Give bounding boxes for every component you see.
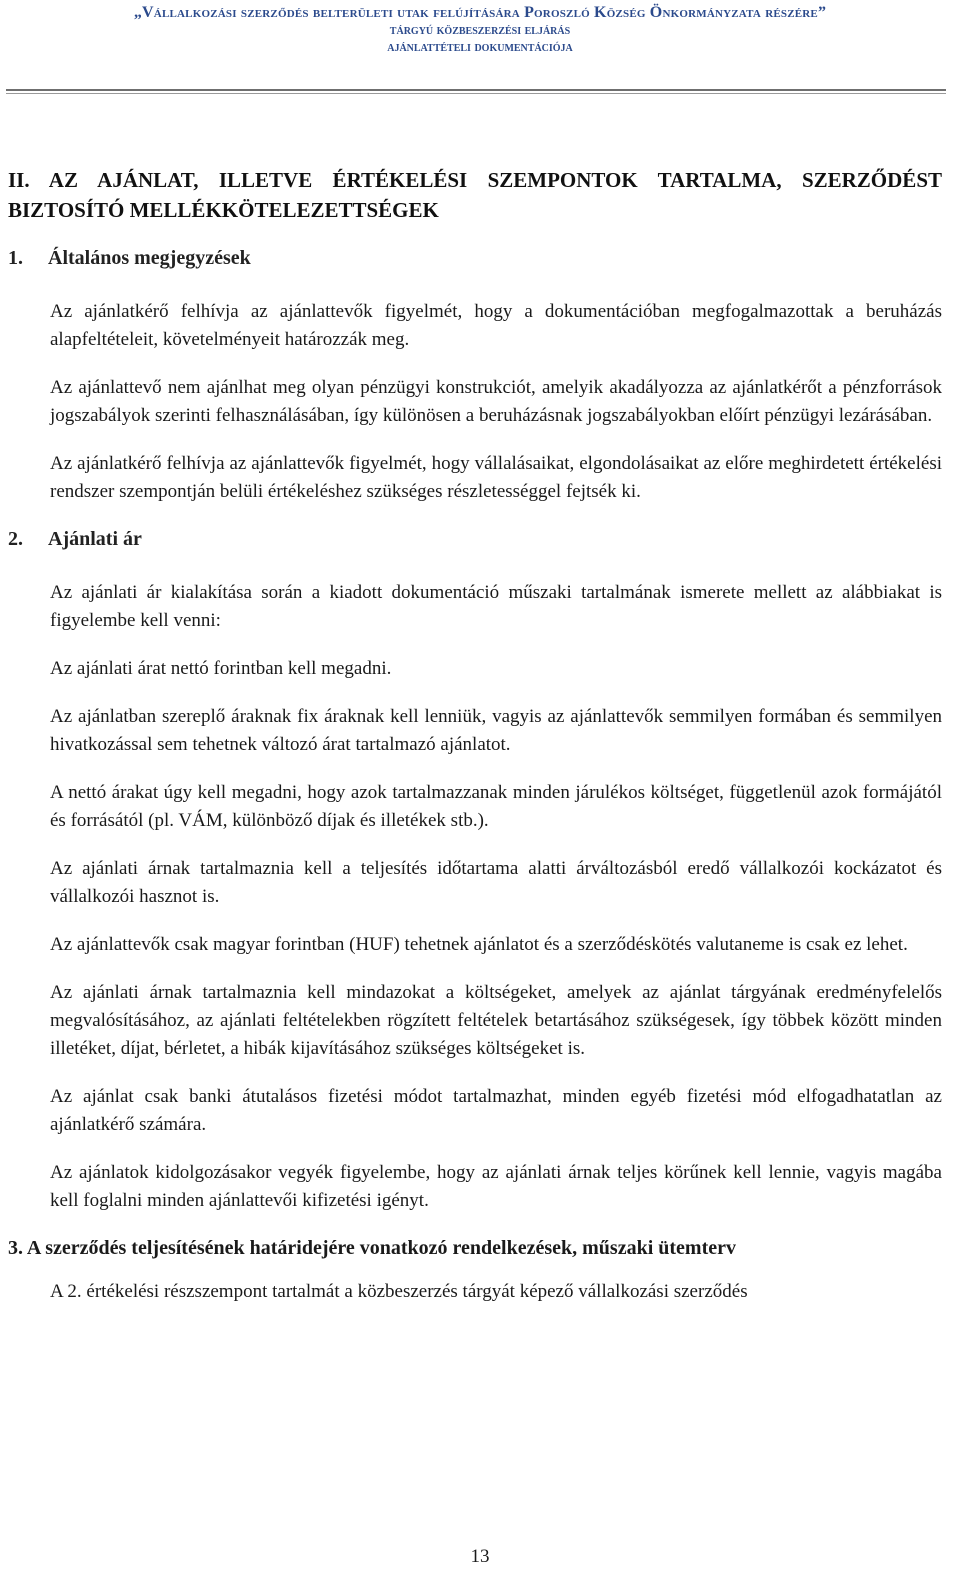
price-paragraph: Az ajánlati ár kialakítása során a kiadott dokumentáció műszaki tartalmának ismerete mellett az alábbiakat is figyelembe kell venni: xyxy=(50,582,942,631)
subsection-label: Általános megjegyzések xyxy=(48,247,251,269)
paragraph-text: Az ajánlatkérő felhívja az ajánlattevők figyelmét, hogy vállalásaikat, elgondolásaikat az előre meghirdetett értékelési rendszer szempontján belüli értékeléshez szükséges részletességgel fejtsék ki. xyxy=(50,453,942,502)
header-rule-thin xyxy=(6,93,946,94)
price-paragraph: Az ajánlati árnak tartalmaznia kell mindazokat a költségeket, amelyek az ajánlat tárgyának eredményfelelős megvalósításához, az ajánlati feltételekben rögzített feltételek betartásához szükségesek, így többek között minden illetéket, díjat, bérletet, a hibák kijavításához szükséges költségeket is. xyxy=(50,982,942,1059)
header-rule xyxy=(6,89,946,91)
paragraph-text: Az ajánlatkérő felhívja az ajánlattevők figyelmét, hogy a dokumentációban megfogalmazottak a beruházás alapfeltételeit, követelményeit határozzák meg. xyxy=(50,301,942,350)
header-doc-line: ajánlattételi dokumentációja xyxy=(387,40,573,55)
price-paragraph: A nettó árakat úgy kell megadni, hogy azok tartalmazzanak minden járulékos költséget, függetlenül azok formájától és forrásától (pl. VÁM, különböző díjak és illetékek stb.). xyxy=(50,782,942,831)
subsection-number: 1. xyxy=(8,247,23,269)
subsection-3-title: 3. A szerződés teljesítésének határidejére vonatkozó rendelkezések, műszaki ütemterv xyxy=(8,1237,736,1259)
header-subtitle-line: tárgyú közbeszerzési eljárás xyxy=(389,23,571,38)
header-title-line: „Vállalkozási szerződés belterületi utak felújítására Poroszló Község Önkormányzata részére” xyxy=(133,4,827,21)
deadline-paragraph: A 2. értékelési részszempont tartalmát a közbeszerzés tárgyát képező vállalkozási szerződés xyxy=(50,1281,748,1302)
paragraph-1-2 xyxy=(8,374,942,430)
paragraph-1-3 xyxy=(8,450,942,506)
subsection-2-title xyxy=(8,528,942,551)
document-body xyxy=(8,165,942,1306)
price-paragraph: Az ajánlatok kidolgozásakor vegyék figyelembe, hogy az ajánlati árnak teljes körűnek kell lennie, vagyis magába kell foglalni minden ajánlattevői kifizetési igényt. xyxy=(50,1162,942,1211)
paragraph-number xyxy=(8,374,50,402)
subsection-label: Ajánlati ár xyxy=(48,528,142,550)
price-paragraph: Az ajánlatban szereplő áraknak fix áraknak kell lenniük, vagyis az ajánlattevők semmilyen formában és semmilyen hivatkozással sem tehetnek változó árat tartalmazó ajánlatot. xyxy=(50,706,942,755)
price-paragraph: Az ajánlattevők csak magyar forintban (HUF) tehetnek ajánlatot és a szerződéskötés valutaneme is csak ez lehet. xyxy=(50,934,908,955)
subsection-1-title xyxy=(8,247,942,270)
paragraph-number xyxy=(8,450,50,478)
price-paragraph: Az ajánlat csak banki átutalásos fizetési módot tartalmazhat, minden egyéb fizetési mód elfogadhatatlan az ajánlatkérő számára. xyxy=(50,1086,942,1135)
paragraph-text: Az ajánlattevő nem ajánlhat meg olyan pénzügyi konstrukciót, amelyik akadályozza az ajánlatkérőt a pénzforrások jogszabályok szerinti felhasználásában, így különösen a beruházásnak jogszabályokban előírt pénzügyi lezárásában. xyxy=(50,377,942,426)
paragraph-number xyxy=(8,298,50,326)
subsection-number: 2. xyxy=(8,528,23,550)
paragraph-1-1 xyxy=(8,298,942,354)
price-paragraph: Az ajánlati árat nettó forintban kell megadni. xyxy=(50,658,392,679)
section-title: II. AZ AJÁNLAT, ILLETVE ÉRTÉKELÉSI SZEMPONTOK TARTALMA, SZERZŐDÉST BIZTOSÍTÓ MELLÉKKÖTELEZETTSÉGEK xyxy=(8,168,942,222)
document-header xyxy=(0,0,960,88)
price-paragraph: Az ajánlati árnak tartalmaznia kell a teljesítés időtartama alatti árváltozásból eredő vállalkozói kockázatot és vállalkozói hasznot is. xyxy=(50,858,942,907)
page-number: 13 xyxy=(470,1546,490,1567)
